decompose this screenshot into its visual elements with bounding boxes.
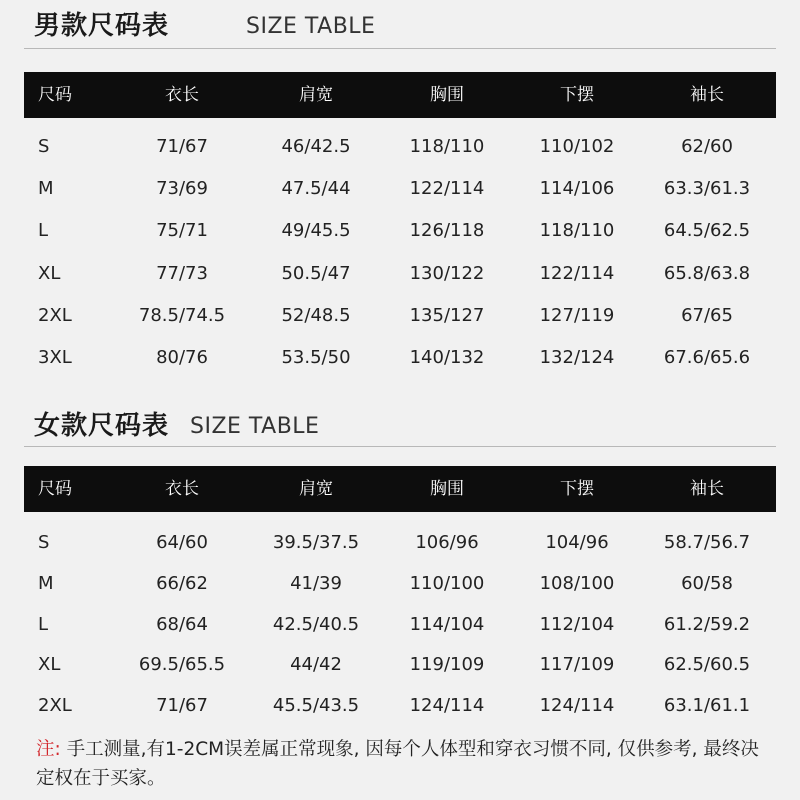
men-title-divider: [24, 48, 776, 49]
men-size-label: 3XL: [38, 347, 72, 368]
women-table-row: [24, 645, 776, 685]
women-measure-cell: 64/60: [156, 532, 208, 553]
women-header-cell: 尺码: [38, 479, 72, 499]
men-measure-cell: 80/76: [156, 347, 208, 368]
women-measure-cell: 68/64: [156, 613, 208, 635]
men-table-row: [24, 338, 776, 378]
men-measure-cell: 118/110: [539, 220, 615, 242]
men-table-row: [24, 211, 776, 251]
women-size-label: 2XL: [38, 695, 72, 717]
women-measure-cell: 71/67: [156, 695, 208, 717]
men-measure-cell: 67.6/65.6: [663, 347, 751, 368]
women-measure-cell: 63.1/61.1: [663, 695, 751, 717]
men-measure-cell: 52/48.5: [281, 304, 351, 326]
men-size-label: L: [38, 220, 49, 242]
women-measure-cell: 117/109: [539, 654, 615, 676]
men-size-label: S: [38, 136, 50, 157]
men-measure-cell: 53.5/50: [281, 347, 351, 368]
women-title-cn: 女款尺码表: [34, 411, 170, 441]
men-measure-cell: 73/69: [156, 178, 208, 200]
women-title-en: SIZE TABLE: [190, 414, 320, 439]
men-table-row: [24, 254, 776, 294]
women-size-label: M: [38, 572, 54, 594]
women-header-cell: 袖长: [690, 479, 724, 499]
women-measure-cell: 124/114: [409, 695, 485, 717]
men-measure-cell: 122/114: [539, 262, 615, 284]
men-header-cell: 下摆: [560, 85, 594, 105]
women-header-cell: 下摆: [560, 479, 594, 499]
women-measure-cell: 114/104: [409, 613, 485, 635]
measurement-note: [36, 735, 776, 793]
women-title-divider: [24, 446, 776, 447]
women-measure-cell: 42.5/40.5: [272, 613, 360, 635]
men-measure-cell: 122/114: [409, 178, 485, 200]
men-header-cell: 袖长: [690, 85, 724, 105]
women-measure-cell: 69.5/65.5: [138, 654, 226, 676]
women-size-label: XL: [38, 654, 61, 676]
men-table-row: [24, 296, 776, 336]
men-measure-cell: 63.3/61.3: [663, 178, 751, 200]
men-measure-cell: 118/110: [409, 136, 485, 157]
women-size-label: L: [38, 613, 49, 635]
women-measure-cell: 124/114: [539, 695, 615, 717]
men-size-label: M: [38, 178, 54, 200]
women-measure-cell: 106/96: [415, 532, 479, 553]
women-measure-cell: 108/100: [539, 572, 615, 594]
women-table-row: [24, 523, 776, 563]
men-measure-cell: 130/122: [409, 262, 485, 284]
women-header-cell: 胸围: [430, 479, 464, 499]
men-table-header: [24, 72, 776, 118]
women-table-row: [24, 686, 776, 726]
women-measure-cell: 112/104: [539, 613, 615, 635]
women-size-label: S: [38, 532, 50, 553]
men-measure-cell: 78.5/74.5: [138, 304, 226, 326]
men-measure-cell: 114/106: [539, 178, 615, 200]
men-table-row: [24, 127, 776, 167]
men-header-cell: 胸围: [430, 85, 464, 105]
men-measure-cell: 49/45.5: [281, 220, 351, 242]
note-text: 手工测量,有1-2CM误差属正常现象, 因每个人体型和穿衣习惯不同, 仅供参考, 最终决定权在于买家。: [36, 739, 759, 789]
men-measure-cell: 47.5/44: [281, 178, 351, 200]
men-measure-cell: 77/73: [156, 262, 208, 284]
women-table-header: [24, 466, 776, 512]
women-measure-cell: 41/39: [290, 572, 342, 594]
men-table-row: [24, 169, 776, 209]
men-measure-cell: 71/67: [156, 136, 208, 157]
women-table-row: [24, 605, 776, 645]
men-measure-cell: 62/60: [681, 136, 733, 157]
men-measure-cell: 110/102: [539, 136, 615, 157]
women-measure-cell: 119/109: [409, 654, 485, 676]
women-measure-cell: 44/42: [290, 654, 342, 676]
women-header-cell: 肩宽: [299, 479, 333, 499]
men-measure-cell: 126/118: [409, 220, 485, 242]
note-label: 注:: [36, 739, 61, 760]
women-measure-cell: 60/58: [681, 572, 733, 594]
men-title-en: SIZE TABLE: [246, 14, 376, 39]
men-size-label: XL: [38, 262, 61, 284]
women-measure-cell: 110/100: [409, 572, 485, 594]
women-measure-cell: 104/96: [545, 532, 609, 553]
women-measure-cell: 45.5/43.5: [272, 695, 360, 717]
women-table-row: [24, 564, 776, 604]
women-measure-cell: 66/62: [156, 572, 208, 594]
men-header-cell: 肩宽: [299, 85, 333, 105]
women-measure-cell: 58.7/56.7: [663, 532, 751, 553]
men-measure-cell: 132/124: [539, 347, 615, 368]
men-measure-cell: 135/127: [409, 304, 485, 326]
men-measure-cell: 140/132: [409, 347, 485, 368]
men-measure-cell: 50.5/47: [281, 262, 351, 284]
men-size-label: 2XL: [38, 304, 72, 326]
women-measure-cell: 61.2/59.2: [663, 613, 751, 635]
men-header-cell: 尺码: [38, 85, 72, 105]
men-measure-cell: 127/119: [539, 304, 615, 326]
women-measure-cell: 62.5/60.5: [663, 654, 751, 676]
women-title-row: [0, 406, 800, 446]
men-header-cell: 衣长: [165, 85, 199, 105]
women-header-cell: 衣长: [165, 479, 199, 499]
men-measure-cell: 67/65: [681, 304, 733, 326]
men-measure-cell: 64.5/62.5: [663, 220, 751, 242]
women-measure-cell: 39.5/37.5: [272, 532, 360, 553]
men-measure-cell: 75/71: [156, 220, 208, 242]
men-measure-cell: 65.8/63.8: [663, 262, 751, 284]
men-measure-cell: 46/42.5: [281, 136, 351, 157]
men-title-cn: 男款尺码表: [34, 11, 170, 41]
